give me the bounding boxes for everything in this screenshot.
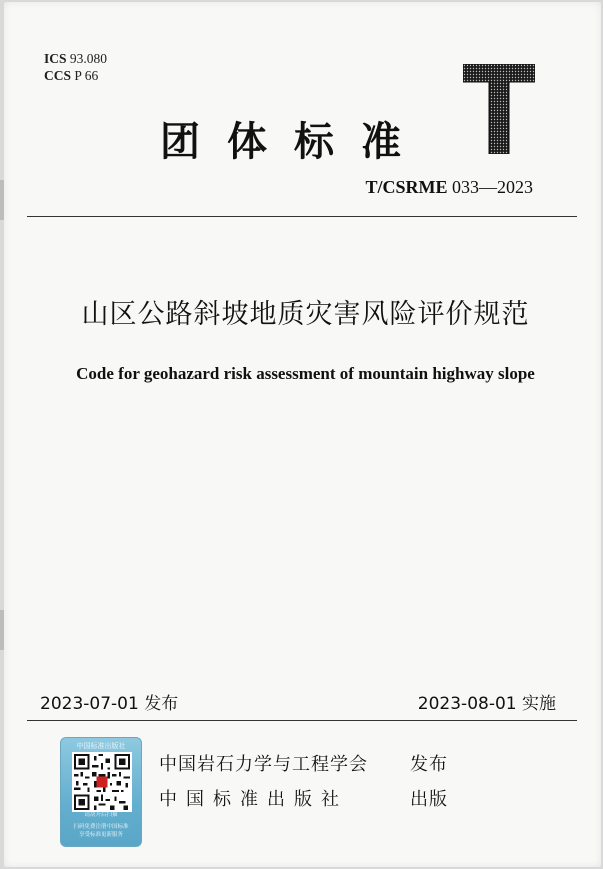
standard-number	[365, 177, 533, 198]
implement-date	[418, 689, 556, 714]
ics-value: 93.080	[69, 51, 108, 66]
standard-code: 033—2023	[452, 177, 533, 197]
issue-date-word: 发布	[144, 694, 179, 714]
issue-date-value: 2023-07-01	[40, 694, 139, 714]
ccs-value: P 66	[74, 68, 99, 83]
implement-date-word: 实施	[522, 694, 556, 714]
document-cover	[4, 2, 601, 867]
sticker-note-1: 请刮开后扫描	[84, 812, 118, 818]
top-divider	[27, 216, 577, 217]
publisher-society: 中国岩石力学与工程学会	[159, 754, 368, 775]
ccs-code	[44, 67, 107, 84]
ics-code	[44, 50, 107, 67]
issue-date	[40, 689, 178, 714]
ics-label: ICS	[44, 51, 67, 66]
title-chinese: 山区公路斜坡地质灾害风险评价规范	[81, 299, 530, 330]
ccs-label: CCS	[44, 68, 72, 83]
bottom-divider	[27, 720, 577, 721]
classification-codes	[44, 50, 107, 84]
standard-type-heading: 团体标准	[160, 119, 428, 165]
qr-code-icon[interactable]	[72, 752, 132, 812]
implement-date-value: 2023-08-01	[417, 694, 517, 714]
sticker-note-2: 扫码免费注册中国标准	[73, 824, 129, 830]
publisher-press-action: 出版	[410, 789, 448, 810]
standard-t-logo	[463, 64, 535, 154]
publisher-press: 中国标准出版社	[159, 789, 348, 810]
publisher-society-action: 发布	[410, 754, 448, 775]
standard-prefix: T/CSRME	[365, 177, 448, 197]
sticker-caption: 中国标准出版社	[76, 742, 126, 750]
sticker-note-3: 享受标准更新服务	[78, 832, 123, 838]
title-english: Code for geohazard risk assessment of mountain highway slope	[76, 364, 535, 383]
anti-counterfeit-sticker[interactable]	[60, 737, 142, 847]
